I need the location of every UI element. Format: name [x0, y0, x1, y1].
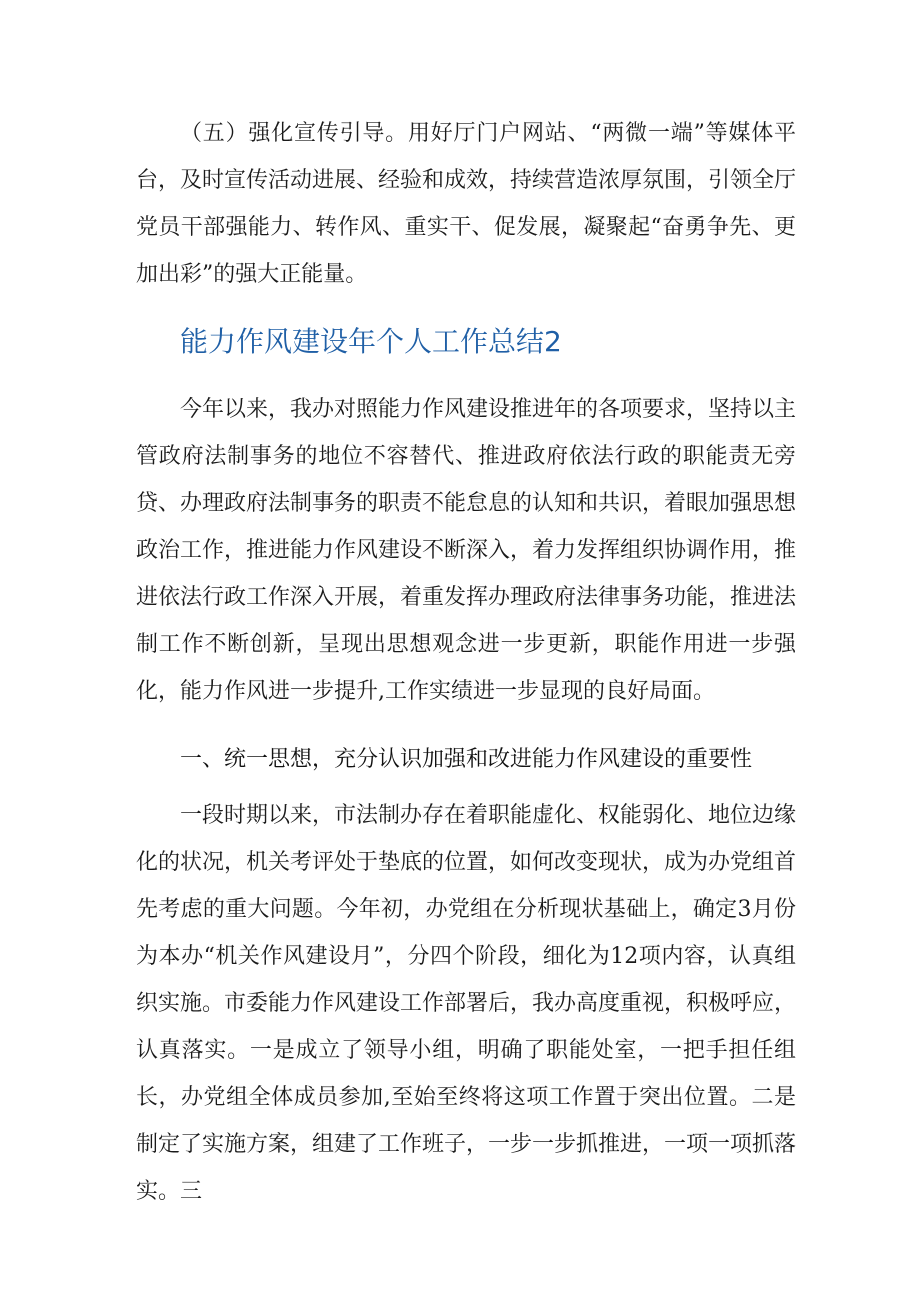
section-heading-1: 一、统一思想，充分认识加强和改进能力作风建设的重要性	[180, 747, 753, 772]
paragraph-publicity: （五）强化宣传引导。用好厅门户网站、“两微一端”等媒体平台，及时宣传活动进展、经验和成效，持续营造浓厚氛围，引领全厅党员干部强能力、转作风、重实干、促发展，凝聚起“奋勇争先、更加出彩”的强大正能量。	[136, 121, 797, 287]
paragraph-section-1: 一段时期以来，市法制办存在着职能虚化、权能弱化、地位边缘化的状况，机关考评处于垫底的位置，如何改变现状，成为办党组首先考虑的重大问题。今年初，办党组在分析现状基础上，确定3月份为本办“机关作风建设月”，分四个阶段，细化为12项内容，认真组织实施。市委能力作风建设工作部署后，我办高度重视，积极呼应，认真落实。一是成立了领导小组，明确了职能处室，一把手担任组长，办党组全体成员参加,至始至终将这项工作置于突出位置。二是制定了实施方案，组建了工作班子，一步一步抓推进，一项一项抓落实。三	[136, 803, 797, 1204]
summary-title-2: 能力作风建设年个人工作总结2	[180, 325, 562, 358]
paragraph-intro: 今年以来，我办对照能力作风建设推进年的各项要求，坚持以主管政府法制事务的地位不容替代、推进政府依法行政的职能责无旁贷、办理政府法制事务的职责不能怠息的认知和共识，着眼加强思想政治工作，推进能力作风建设不断深入，着力发挥组织协调作用，推进依法行政工作深入开展，着重发挥办理政府法律事务功能，推进法制工作不断创新，呈现出思想观念进一步更新，职能作用进一步强化，能力作风进一步提升,工作实绩进一步显现的良好局面。	[136, 397, 797, 704]
